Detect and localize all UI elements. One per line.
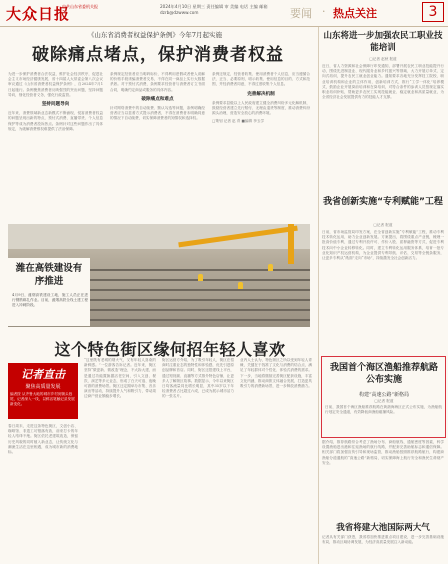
column-divider — [318, 27, 319, 564]
lead-byline: □策划 记者 赵 青 ■编辑 李玉学 — [212, 119, 265, 124]
story-4-body: 记者从有关部门获悉，我省将加快推进重点项目建设，进一步完善基础设施布局，推动区域协调发展，为经济高质量发展注入新动能。 — [322, 535, 444, 545]
story-1-body: 近日，省人力资源和社会保障厅印发通知，部署开展农民工职业技能提升行动，围绕先进制造业、现代服务业和乡村振兴等领域，大力开展订单式、定向式培训，提升农民工就业创业能力。通知要求各地充分发挥技工院校、职业培训机构和企业的主体作用，创新培训方式，推行“工学一体化”培养模式，鼓励企业开展岗前培训和在岗培训，对符合条件的参训人员按规定落实职业培训补贴，帮助更多农民工实现技能就业、稳定就业和高质量就业，为全省经济社会发展提供有力的技能人才支撑。 — [322, 64, 444, 100]
reporter-badge-title: 记者直击 — [21, 368, 65, 381]
header-info: 2024年4月10日 星期三 责任编辑 审 美编 电话 主编 邮箱 dzrb@dzwww.com — [160, 4, 268, 15]
lead-subhead-3: 完善解决机制 — [247, 91, 275, 97]
story-3-byline: □记者 报道 — [374, 399, 394, 403]
feature-body-col-3: 街区运营方介绍，为了吸引年轻人，街区在招商时注重业态的独特性和体验感，优先引进原创品牌和首店。同时，街区还搭建线上平台，通过短视频、直播等方式推介特色店铺，让更多人了解街区故事。数据显示，今年以来街区日均客流量同比增长明显，其中35岁以下年轻消费者占比超过六成，已成为展示城市活力的一张名片。 — [162, 358, 234, 399]
story-3-body-part-2: 据介绍，推荐航路综合考虑了渔场分布、商船航线、通航密度等因素，科学设置渔船进出港和往返渔场的航行线路，并配套完善助航标志和通信保障。相关部门将加强宣传引导和现场监管，推动渔船按照推荐航路航行，构建商渔船分道通航的“高速公路”新格局，切实保障海上航行安全和渔民生命财产安全。 — [322, 440, 444, 465]
story-3-body-part-1: 日前，我国首个海区渔船推荐航路在黄渤海海区正式公布实施，为渔船航行划定安全通道，有效降低商渔船碰撞风险。 — [325, 405, 442, 415]
feature-body-col-2: “这里既有老城的烟火气，又有年轻人喜欢的新鲜感。”一位游客告诉记者。近年来，街区坚持“微更新、微改造”理念，不大拆大建，而是通过功能置换激活老空间，引入文创、餐饮、演艺等多元业态，形成了白天可逛、夜晚可游的消费场景。街区还定期举办市集、音乐演出等活动，持续提升人气和吸引力，带动周边商户营业额稳步增长。 — [84, 358, 156, 399]
story-3-subtitle: 构建“高速公路”新格局 — [358, 392, 410, 398]
newspaper-logo: 大众日报 — [6, 5, 71, 23]
story-2-body: 日前，省市场监管局印发方案，在全省创新实施“专利赋能”工程，推动专利技术转化运用，助力企业创新发展。方案提出，将围绕重点产业链，梳理一批高价值专利，通过专利开放许可、作价入股、质押融资等方式，促进专利技术向中小企业转移转化。同时，建立专利转化运用服务体系，培育一批专业化知识产权运营机构，为企业提供专利导航、评估、交易等全链条服务，让更多专利从“纸面”走向“市场”，持续激发全社会创新活力。 — [322, 230, 444, 261]
story-2-byline: □记者 报道 — [373, 223, 393, 227]
lead-subhead-1: 坚持问题导向 — [41, 102, 70, 108]
feature-body-col-4: 业内人士认为，特色街区之所以受到年轻人青睐，关键在于找准了文化与消费的结合点，满足了年轻群体对个性化、体验式消费的需求。下一步，当地将继续完善街区配套设施，丰富文化内涵，推动商旅文体融合发展，打造更具吸引力的消费新场景，进一步释放消费潜力。 — [240, 358, 312, 389]
lead-kicker: 《山东省消费者权益保护条例》今年7月起实施 — [87, 31, 223, 39]
reporter-badge-sub: 聚焦高质量发展 — [25, 384, 61, 390]
story-4-headline: 我省将建大池国际两大气 — [336, 523, 430, 533]
lead-body-col-3: 条例还规定，经营者收集、使用消费者个人信息，应当遵循合法、正当、必要原则，明示收集、使用信息的目的、方式和范围，并经消费者同意，不得过度收集个人信息。 完善解决机制 条例要求县级以上人民政府建立健全消费纠纷多元化解机制，鼓励经营者建立先行赔付、无理由退货等制度，推动消费纠纷源头治理，营造安全放心的消费环境。 □策划 记者 赵 青 ■编辑 李玉学 — [212, 72, 310, 124]
section-label-news: 要闻 — [290, 7, 312, 20]
story-1-byline: □记者 赵秋 报道 — [369, 57, 397, 61]
lead-headline: 破除痛点堵点，保护消费者权益 — [32, 45, 284, 65]
feature-headline: 这个特色街区缘何招年轻人喜欢 — [54, 340, 286, 359]
feature-body-col-1: 春日周末，走进这条特色街区，文创小店、咖啡馆、非遗工坊错落有致，前来打卡的年轻人络绎不绝。街区依托老建筑改造，保留历史风貌的同时植入新业态，让传统文化与潮流生活在这里相遇，成为城市新的消费地标。 — [8, 424, 78, 455]
lead-body-col-2: 条例规定经营者应当明码标价，不得利用虚假或者使人误解的价格手段诱骗消费者交易，不得在同一商品上实行大数据杀熟。对于预付式消费，条例要求经营者与消费者订立书面合同，明确约定商品或服务的具体内容。 破除痛点和难点 针对网络消费中的自动续费、默认勾选等问题，条例明确经营者应当以显著方式提示消费者，不得在消费者未明确同意的情况下自动续费，切实保障消费者的知情权和选择权。 — [110, 72, 205, 121]
photo-story-title: 潍在高铁建设有序推进 — [15, 263, 83, 287]
lead-subhead-2: 破除痛点和难点 — [141, 96, 174, 102]
reporter-badge-note: 编者按 从齐鲁大地的城市乡村到街头巷尾，记者深入一线，以鲜活笔触记录发展新变化。 — [10, 392, 75, 406]
lead-body-col-1: 为进一步保护消费者合法权益，维护社会经济秩序，促进社会主义市场经济健康发展，省十四届人大常委会第八次会议审议通过《山东省消费者权益保护条例》，自2024年7月1日起施行。条例聚焦消费者反映强烈的突出问题，坚持问题导向，细化经营者义务，强化行政监管。 坚持问题导向 近年来，消费领域新业态新模式不断涌现，侵害消费者权益的问题呈现出新的特点，预付式消费、直播带货、个人信息保护等成为消费者投诉热点。条例针对这些问题作出了具体规定，为破解消费维权难提供了法治保障。 — [8, 72, 103, 131]
logo-subtitle: 中共山东省委机关报 — [62, 4, 98, 9]
page-number: 3 — [422, 2, 444, 22]
section-label-hot-focus: 热点关注 — [333, 7, 377, 20]
photo-caption: 4月9日，潍烟高铁建设工地，施工人员正在进行钢筋绑扎作业。目前，潍烟高铁全线土建工程进入冲刺阶段。 — [12, 293, 88, 308]
story-3-headline: 我国首个海区渔船推荐航路公布实施 — [329, 363, 438, 385]
story-2-headline: 我省创新实施“专利赋能”工程 — [323, 197, 443, 207]
story-1-headline: 山东将进一步加强农民工职业技能培训 — [323, 31, 443, 53]
section-separator: · — [322, 5, 326, 18]
